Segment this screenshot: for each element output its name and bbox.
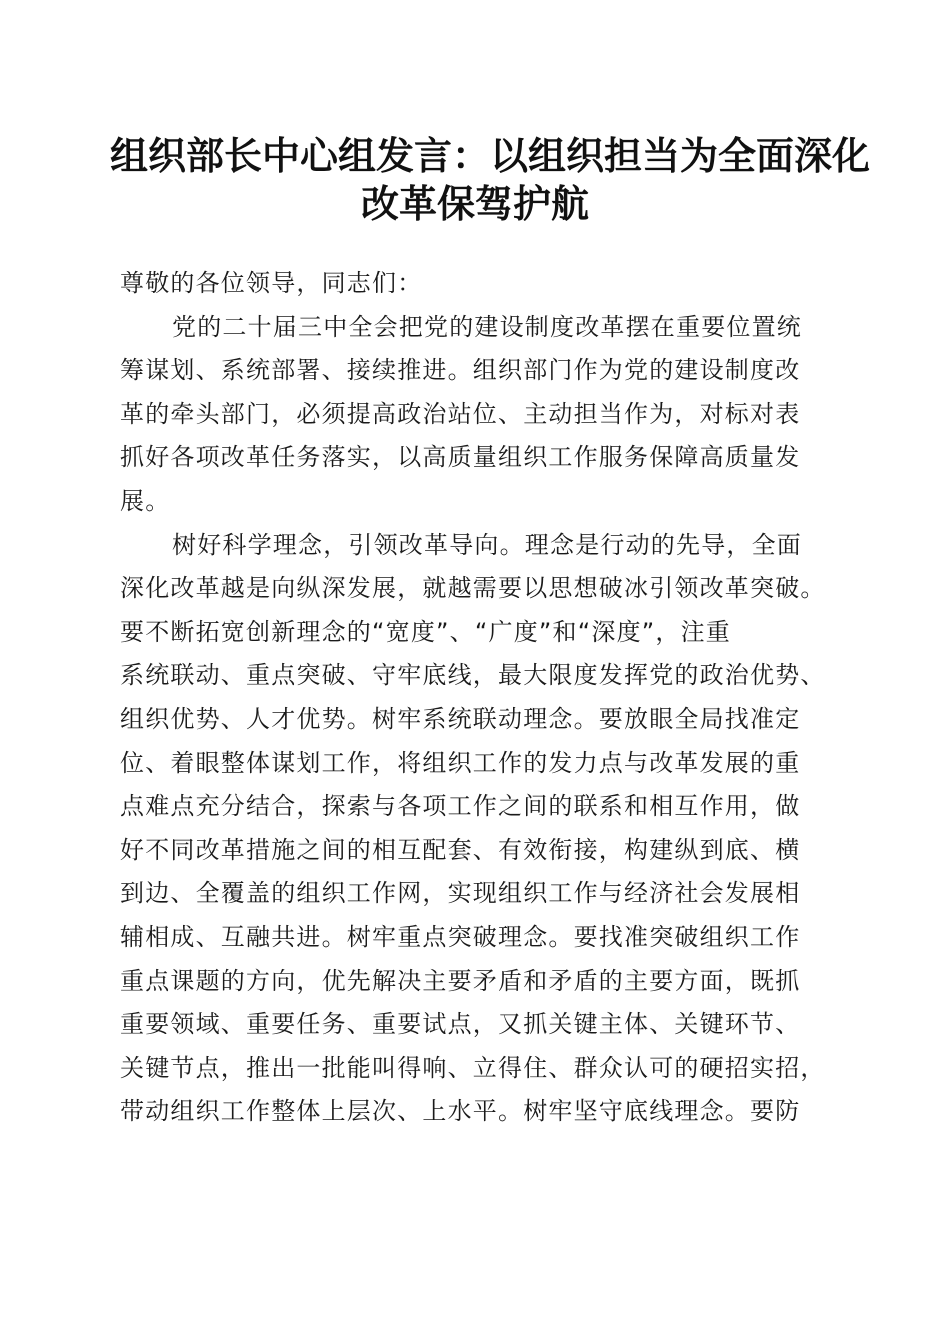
- paragraph-line: 关键节点，推出一批能叫得响、立得住、群众认可的硬招实招，: [120, 1053, 826, 1082]
- paragraph-line: 树好科学理念，引领改革导向。理念是行动的先导，全面: [172, 530, 802, 559]
- paragraph-line: 要不断拓宽创新理念的“宽度”、“广度”和“深度”，注重: [120, 617, 731, 646]
- paragraph-line: 好不同改革措施之间的相互配套、有效衔接，构建纵到底、横: [120, 835, 801, 864]
- paragraph-1: [120, 306, 840, 524]
- paragraph-line: 抓好各项改革任务落实，以高质量组织工作服务保障高质量发: [120, 443, 801, 472]
- paragraph-line: 深化改革越是向纵深发展，就越需要以思想破冰引领改革突破。: [120, 574, 826, 603]
- paragraph-line: 展。: [120, 486, 171, 515]
- paragraph-line: 重要领域、重要任务、重要试点，又抓关键主体、关键环节、: [120, 1010, 801, 1039]
- paragraph-line: 筹谋划、系统部署、接续推进。组织部门作为党的建设制度改: [120, 356, 801, 385]
- salutation: 尊敬的各位领导，同志们：: [120, 269, 423, 297]
- paragraph-line: 革的牵头部门，必须提高政治站位、主动担当作为，对标对表: [120, 399, 801, 428]
- paragraph-line: 党的二十届三中全会把党的建设制度改革摆在重要位置统: [172, 312, 802, 341]
- paragraph-2: [120, 524, 840, 1134]
- paragraph-line: 辅相成、互融共进。树牢重点突破理念。要找准突破组织工作: [120, 922, 801, 951]
- paragraph-line: 带动组织工作整体上层次、上水平。树牢坚守底线理念。要防: [120, 1097, 801, 1126]
- paragraph-line: 组织优势、人才优势。树牢系统联动理念。要放眼全局找准定: [120, 704, 801, 733]
- title-line-2: 改革保驾护航: [360, 181, 589, 226]
- paragraph-line: 位、着眼整体谋划工作，将组织工作的发力点与改革发展的重: [120, 748, 801, 777]
- paragraph-line: 系统联动、重点突破、守牢底线，最大限度发挥党的政治优势、: [120, 661, 826, 690]
- title-line-1: 组织部长中心组发言：以组织担当为全面深化: [110, 133, 871, 178]
- document-body: [120, 262, 840, 1134]
- paragraph-line: 点难点充分结合，探索与各项工作之间的联系和相互作用，做: [120, 792, 801, 821]
- document-title: [110, 132, 871, 228]
- paragraph-line: 重点课题的方向，优先解决主要矛盾和矛盾的主要方面，既抓: [120, 966, 801, 995]
- paragraph-line: 到边、全覆盖的组织工作网，实现组织工作与经济社会发展相: [120, 879, 801, 908]
